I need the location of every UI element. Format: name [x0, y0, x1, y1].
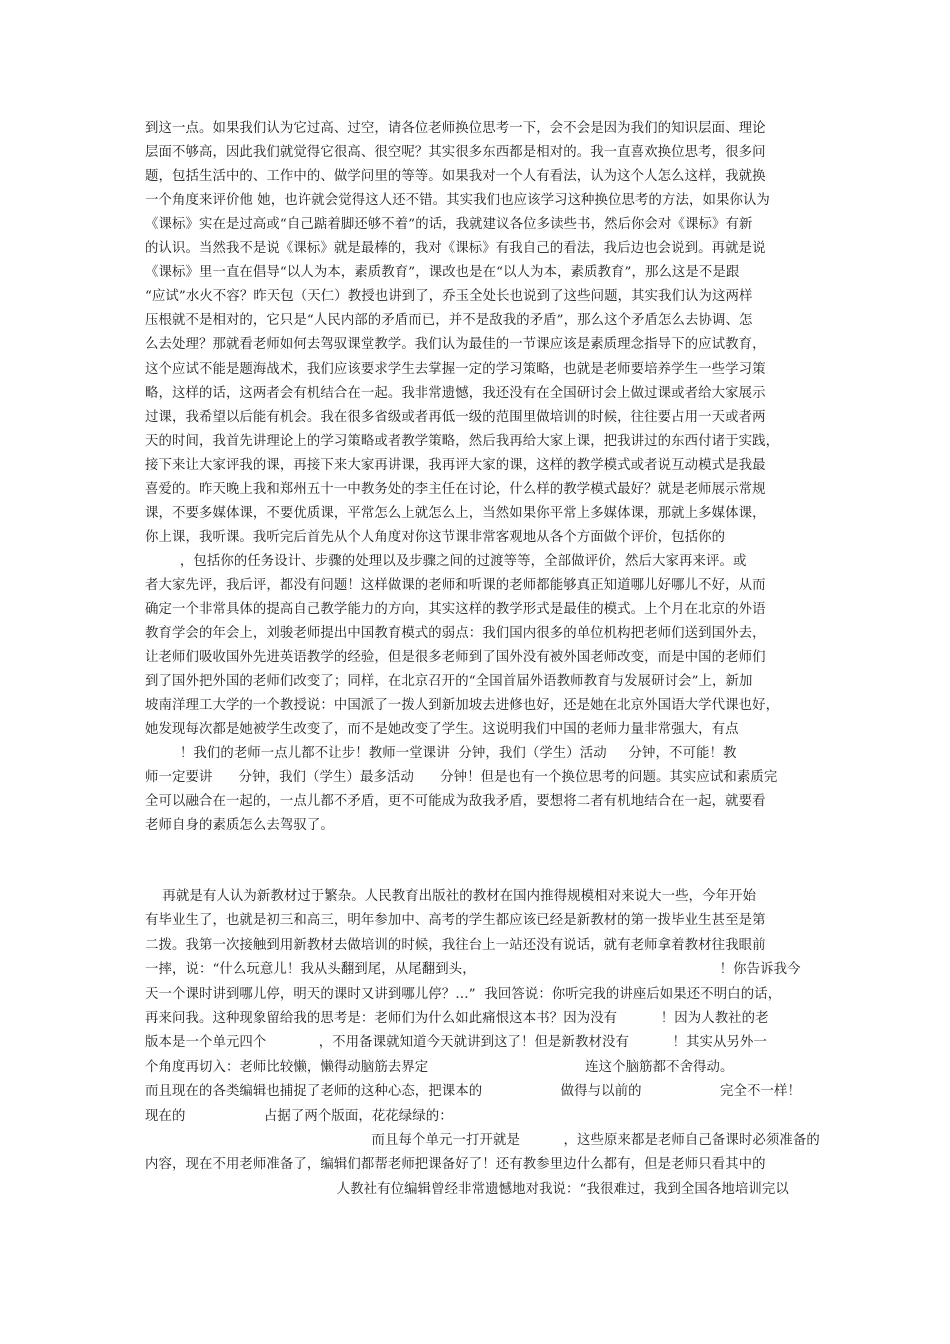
- text-line: 题，包括生活中的、工作中的、做学问里的等等。如果我对一个人有看法，认为这个人怎么这样，我就换: [145, 169, 766, 185]
- text-line: 全可以融合在一起的，一点儿都不矛盾，更不可能成为敌我矛盾，要想将二者有机地结合在一起，就要看: [145, 794, 766, 810]
- text-line: 接下来让大家评我的课，再接下来大家再讲课，我再评大家的课，这样的教学模式或者说互动模式是我最: [145, 457, 766, 473]
- text-line: 内容，现在不用老师准备了，编辑们都帮老师把课备好了！还有教参里边什么都有，但是老师只看其中的: [145, 1157, 766, 1173]
- text-line: 一个角度来评价他 她，也许就会觉得这人还不错。其实我们也应该学习这种换位思考的方法，如果你认为: [145, 193, 770, 209]
- text-line: 天的时间，我首先讲理论上的学习策略或者教学策略，然后我再给大家上课，把我讲过的东西付诸于实践，: [145, 433, 780, 449]
- text-line: 你上课，我听课。我听完后首先从个人角度对你这节课非常客观地从各个方面做个评价，包括你的: [145, 529, 726, 545]
- text-line: ，包括你的任务设计、步骤的处理以及步骤之间的过渡等等，全部做评价，然后大家再来评。或: [145, 553, 747, 569]
- text-line: “应试”水火不容？昨天包（天仁）教授也讲到了，乔玉全处长也说到了这些问题，其实我们认为这两样: [145, 289, 753, 305]
- text-line: 老师自身的素质怎么去驾驭了。: [145, 818, 334, 834]
- text-line: 压根就不是相对的，它只是“人民内部的矛盾而已，并不是敌我的矛盾”，那么这个矛盾怎么去协调、怎: [145, 313, 753, 329]
- text-line: 层面不够高，因此我们就觉得它很高、很空呢？其实很多东西都是相对的。我一直喜欢换位思考，很多问: [145, 145, 766, 161]
- text-line: 一摔，说：“什么玩意儿！我从头翻到尾，从尾翻到头， ！你告诉我今: [145, 962, 801, 978]
- text-line: 《课标》里一直在倡导“以人为本，素质教育”，课改也是在“以人为本，素质教育”，那么这是不是跟: [145, 265, 740, 281]
- text-line: 版本是一个单元四个 ，不用备课就知道今天就讲到这了！但是新教材没有 ！其实从另外一: [145, 1035, 767, 1051]
- text-line: 有毕业生了，也就是初三和高三，明年参加中、高考的学生都应该已经是新教材的第一拨毕业生甚至是第: [145, 913, 766, 929]
- text-line: 坡南洋理工大学的一个教授说：中国派了一拨人到新加坡去进修也好，还是她在北京外国语大学代课也好，: [145, 698, 780, 714]
- text-line: 略，这样的话，这两者会有机结合在一起。我非常遗憾，我还没有在全国研讨会上做过课或者给大家展示: [145, 385, 766, 401]
- text-line: 二拨。我第一次接触到用新教材去做培训的时候，我往台上一站还没有说话，就有老师拿着教材往我眼前: [145, 937, 766, 953]
- text-line: 个角度再切入：老师比较懒，懒得动脑筋去界定 连这个脑筋都不舍得动。: [145, 1059, 734, 1075]
- text-line: 现在的 占据了两个版面，花花绿绿的：: [145, 1108, 453, 1124]
- text-line: 喜爱的。昨天晚上我和郑州五十一中教务处的李主任在讨论，什么样的教学模式最好？就是老师展示常规: [145, 481, 766, 497]
- text-line: 到这一点。如果我们认为它过高、过空，请各位老师换位思考一下，会不会是因为我们的知识层面、理论: [145, 121, 766, 136]
- text-line: 过课，我希望以后能有机会。我在很多省级或者再低一级的范围里做培训的时候，往往要占用一天或者两: [145, 409, 766, 425]
- text-line: 的认识。当然我不是说《课标》就是最棒的，我对《课标》有我自己的看法，我后边也会说到。再就是说: [145, 241, 766, 257]
- text-line: 而且每个单元一打开就是 ，这些原来都是老师自己备课时必须准备的: [145, 1133, 820, 1148]
- text-line: 天一个课时讲到哪儿停，明天的课时又讲到哪儿停？…” 我回答说：你听完我的讲座后如果还不明白的话，: [145, 986, 782, 1002]
- text-line: 课，不要多媒体课，不要优质课，平常怎么上就怎么上，当然如果你平常上多媒体课，那就上多媒体课，: [145, 505, 766, 521]
- text-line: 再来问我。这种现象留给我的思考是：老师们为什么如此痛恨这本书？因为没有 ！因为人教社的老: [145, 1011, 769, 1026]
- text-line: 么去处理？那就看老师如何去驾驭课堂教学。我们认为最佳的一节课应该是素质理念指导下的应试教育，: [145, 337, 766, 353]
- text-line: 者大家先评，我后评，都没有问题！这样做课的老师和听课的老师都能够真正知道哪儿好哪儿不好，从而: [145, 577, 766, 593]
- text-line: 《课标》实在是过高或“自己踮着脚还够不着”的话，我就建议各位多读些书，然后你会对《课标》有新: [145, 217, 753, 233]
- text-line: 确定一个非常具体的提高自己教学能力的方向，其实这样的教学形式是最佳的模式。上个月在北京的外语: [145, 602, 766, 617]
- text-line: 师一定要讲 分钟，我们（学生）最多活动 分钟！但是也有一个换位思考的问题。其实应试和素质完: [145, 770, 778, 786]
- text-line: 到了国外把外国的老师们改变了；同样，在北京召开的“全国首届外语教师教育与发展研讨会”上，新加: [145, 674, 753, 690]
- text-line: 教育学会的年会上，刘骏老师提出中国教育模式的弱点：我们国内很多的单位机构把老师们送到国外去，: [145, 626, 766, 642]
- text-line: 再就是有人认为新教材过于繁杂。人民教育出版社的教材在国内推得规模相对来说大一些，今年开始: [145, 889, 757, 904]
- text-line: 人教社有位编辑曾经非常遗憾地对我说：“我很难过，我到全国各地培训完以: [145, 1181, 789, 1197]
- text-line: 这个应试不能是题海战术，我们应该要求学生去掌握一定的学习策略，也就是老师要培养学生一些学习策: [145, 361, 766, 377]
- text-line: 而且现在的各类编辑也捕捉了老师的这种心态，把课本的 做得与以前的 完全不一样！: [145, 1084, 801, 1100]
- text-line: 让老师们吸收国外先进英语教学的经验，但是很多老师到了国外没有被外国老师改变，而是中国的老师们: [145, 650, 766, 666]
- text-line: 她发现每次都是她被学生改变了，而不是她改变了学生。这说明我们中国的老师力量非常强大，有点: [145, 722, 739, 738]
- text-line: ！我们的老师一点儿都不让步！教师一堂课讲 分钟，我们（学生）活动 分钟，不可能！教: [145, 746, 737, 762]
